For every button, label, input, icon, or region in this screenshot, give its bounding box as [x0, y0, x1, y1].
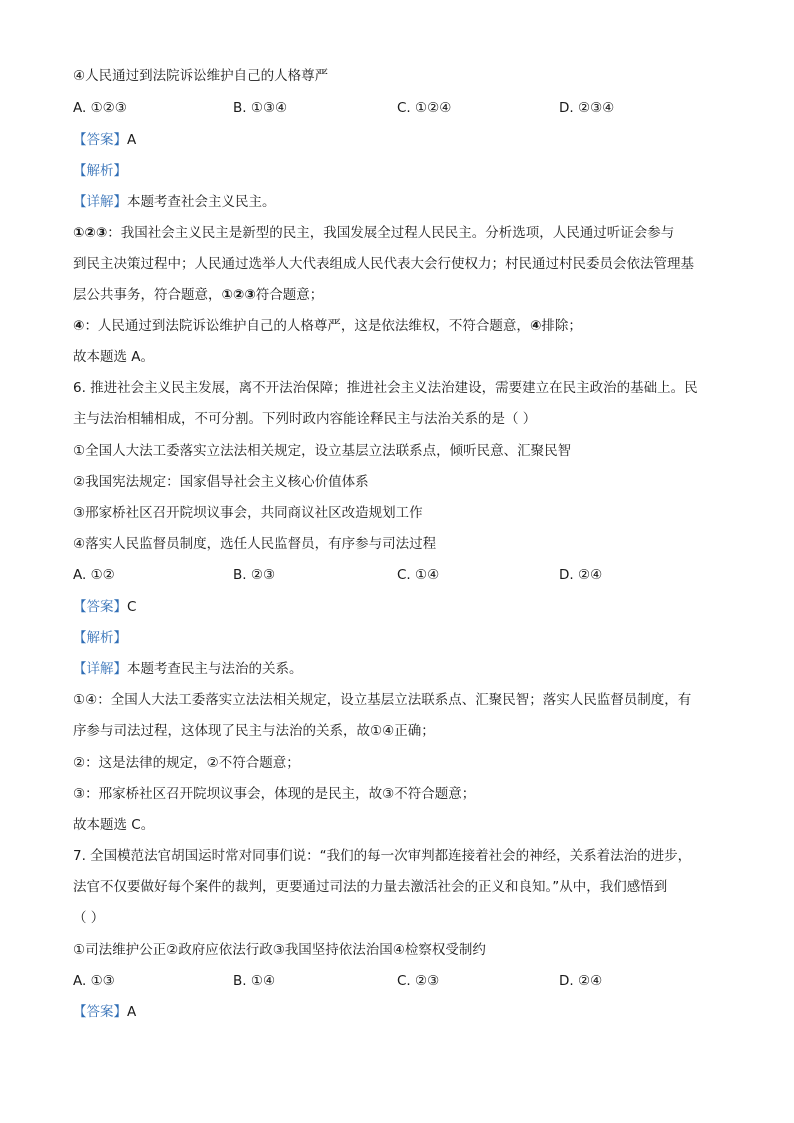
exp-marker: ①②③: [221, 287, 256, 303]
q6-analysis-tag: [73, 628, 723, 648]
analysis-tag: 【解析】: [73, 163, 127, 179]
q6-option-a: A. ①②: [73, 567, 115, 583]
q5-explanation-line-3: [73, 285, 723, 305]
detail-text: 本题考查社会主义民主。: [127, 194, 276, 210]
q6-option-c: C. ①④: [397, 567, 440, 583]
q5-analysis-tag: [73, 161, 723, 181]
q6-stem-line-2: 主与法治相辅相成，不可分割。下列时政内容能诠释民主与法治关系的是（ ）: [73, 411, 537, 427]
q5-conclusion: 故本题选 A。: [73, 349, 155, 365]
exp-text: ：我国社会主义民主是新型的民主，我国发展全过程人民民主。分析选项，人民通过听证会参与: [107, 225, 675, 241]
q6-explanation-line-2: 序参与司法过程，这体现了民主与法治的关系，故①④正确；: [73, 723, 435, 739]
q6-item-1: ①全国人大法工委落实立法法相关规定，设立基层立法联系点，倾听民意、汇聚民智: [73, 443, 572, 459]
q6-detail: [73, 659, 723, 679]
q7-option-a: A. ①③: [73, 973, 115, 989]
q5-option-a: A. ①②③: [73, 100, 127, 116]
analysis-tag: 【解析】: [73, 630, 127, 646]
exp-text: 符合题意；: [255, 287, 324, 303]
q7-stem-line-3: （ ）: [73, 910, 105, 926]
exp-prefix: ①②③: [73, 225, 108, 241]
q6-explanation-line-3: ②：这是法律的规定，②不符合题意；: [73, 755, 300, 771]
answer-value: A: [127, 132, 137, 148]
detail-text: 本题考查民主与法治的关系。: [127, 661, 303, 677]
answer-tag: 【答案】: [73, 1004, 127, 1020]
answer-value: C: [127, 599, 137, 615]
q6-item-2: ②我国宪法规定：国家倡导社会主义核心价值体系: [73, 474, 369, 490]
detail-tag: 【详解】: [73, 194, 127, 210]
q5-answer: [73, 130, 723, 150]
q7-stem-line-2: 法官不仅要做好每个案件的裁判，更要通过司法的力量去激活社会的正义和良知。”从中，我们感悟到: [73, 879, 668, 895]
q6-stem-line-1: 6. 推进社会主义民主发展，离不开法治保障；推进社会主义法治建设，需要建立在民主政治的基础上。民: [73, 380, 698, 396]
q5-option-d: D. ②③④: [559, 100, 615, 116]
q5-explanation-line-4: [73, 316, 723, 336]
q6-explanation-line-4: ③：邢家桥社区召开院坝议事会，体现的是民主，故③不符合题意；: [73, 786, 476, 802]
q6-item-4: ④落实人民监督员制度，选任人民监督员，有序参与司法过程: [73, 536, 437, 552]
q6-option-d: D. ②④: [559, 567, 603, 583]
q7-option-c: C. ②③: [397, 973, 440, 989]
q7-option-d: D. ②④: [559, 973, 603, 989]
answer-tag: 【答案】: [73, 132, 127, 148]
q6-answer: [73, 597, 723, 617]
detail-tag: 【详解】: [73, 661, 127, 677]
answer-tag: 【答案】: [73, 599, 127, 615]
q5-detail: [73, 192, 723, 212]
q6-conclusion: 故本题选 C。: [73, 817, 155, 833]
q5-explanation-line-1: [73, 223, 723, 243]
q5-option-b: B. ①③④: [233, 100, 288, 116]
exp-text: ：人民通过到法院诉讼维护自己的人格尊严，这是依法维权，不符合题意，: [84, 318, 530, 334]
q7-items: ①司法维护公正②政府应依法行政③我国坚持依法治国④检察权受制约: [73, 942, 486, 958]
q5-item-4: ④人民通过到法院诉讼维护自己的人格尊严: [73, 68, 329, 84]
exp-prefix: ④: [73, 318, 85, 334]
q5-explanation-line-2: 到民主决策过程中；人民通过选举人大代表组成人民代表大会行使权力；村民通过村民委员会依法管理基: [73, 256, 694, 272]
q7-stem-line-1: 7. 全国模范法官胡国运时常对同事们说：“我们的每一次审判都连接着社会的神经，关系着法治的进步，: [73, 848, 692, 864]
q6-item-3: ③邢家桥社区召开院坝议事会，共同商议社区改造规划工作: [73, 505, 423, 521]
q7-option-b: B. ①④: [233, 973, 276, 989]
q5-option-c: C. ①②④: [397, 100, 452, 116]
q7-answer: [73, 1002, 723, 1022]
exp-marker: ④: [529, 318, 542, 334]
exp-text: 排除；: [541, 318, 582, 334]
exp-text: 层公共事务，符合题意，: [73, 287, 222, 303]
q6-explanation-line-1: ①④：全国人大法工委落实立法法相关规定，设立基层立法联系点、汇聚民智；落实人民监督员制度，有: [73, 692, 692, 708]
q6-option-b: B. ②③: [233, 567, 276, 583]
answer-value: A: [127, 1004, 137, 1020]
